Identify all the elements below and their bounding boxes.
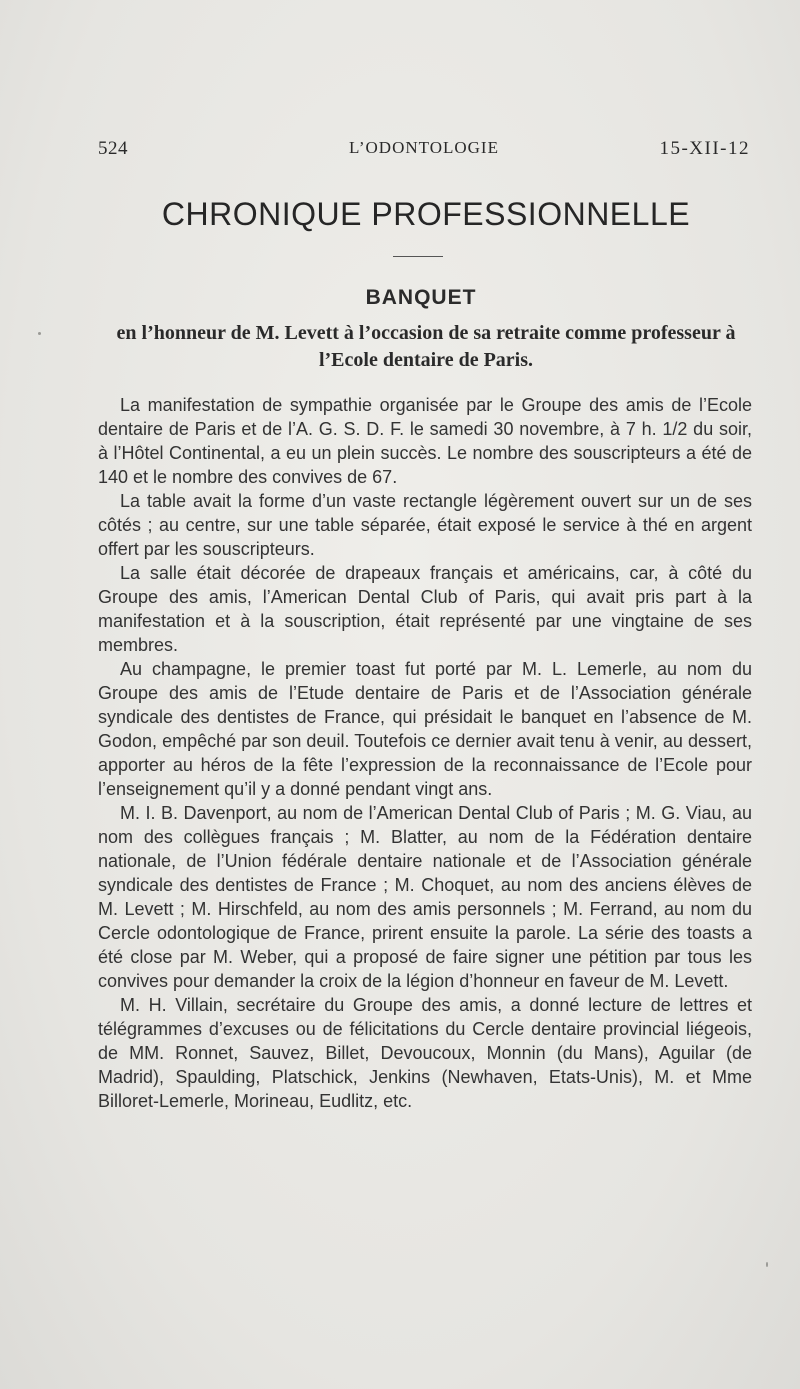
article-subtitle: en l’honneur de M. Levett à l’occasion de sa retraite comme professeur à l’Ecole dentaire de Paris. [116,322,736,371]
paragraph: M. H. Villain, secrétaire du Groupe des amis, a donné lecture de lettres et télégrammes d’excuses ou de félicitations du Cercle dentaire provincial liégeois, de MM. Ronnet, Sauvez, Billet, Devoucoux, Monnin (du Mans), Aguilar (de Madrid), Spaulding, Platschick, Jenkins (Newhaven, Etats-Unis), M. et Mme Billoret-Lemerle, Morineau, Eudlitz, etc. [98,995,752,1111]
paper-speck [38,332,41,335]
paragraph: La manifestation de sympathie organisée par le Groupe des amis de l’Ecole dentaire de Paris et de l’A. G. S. D. F. le samedi 30 novembre, à 7 h. 1/2 du soir, à l’Hôtel Continental, a eu un plein succès. Le nombre des souscripteurs a été de 140 et le nombre des convives de 67. [98,395,752,487]
paragraph: La salle était décorée de drapeaux français et américains, car, à côté du Groupe des amis, l’American Dental Club of Paris, qui avait pris part à la manifestation et à la souscription, était représenté par une vingtaine de ses membres. [98,563,752,655]
title-divider [393,256,443,257]
section-title: CHRONIQUE PROFESSIONNELLE [161,196,691,232]
issue-date: 15-XII-12 [659,138,750,159]
paper-speck [766,1262,768,1267]
running-header [98,138,750,166]
article-body [98,393,752,1113]
paragraph: Au champagne, le premier toast fut porté par M. L. Lemerle, au nom du Groupe des amis de l’Etude dentaire de Paris et de l’Association générale syndicale des dentistes de France, qui présidait le banquet en l’absence de M. Godon, empêché par son deuil. Toutefois ce dernier avait tenu à venir, au dessert, apporter au héros de la fête l’expression de la reconnaissance de l’Ecole pour l’enseignement qu’il y a donné pendant vingt ans. [98,659,752,799]
article-title: BANQUET [365,286,477,309]
page-number: 524 [98,138,128,159]
journal-name: L’ODONTOLOGIE [349,138,499,157]
paragraph: La table avait la forme d’un vaste rectangle légèrement ouvert sur un de ses côtés ; au centre, sur une table séparée, était exposé le service à thé en argent offert par les souscripteurs. [98,491,752,559]
paragraph: M. I. B. Davenport, au nom de l’American Dental Club of Paris ; M. G. Viau, au nom des collègues français ; M. Blatter, au nom de la Fédération dentaire nationale, de l’Union fédérale dentaire nationale et de l’Association générale syndicale des dentistes de France ; M. Choquet, au nom des anciens élèves de M. Levett ; M. Hirschfeld, au nom des amis personnels ; M. Ferrand, au nom du Cercle odontologique de France, prirent ensuite la parole. La série des toasts a été close par M. Weber, qui a proposé de faire signer une pétition par tous les convives pour demander la croix de la légion d’honneur en faveur de M. Levett. [98,803,752,991]
